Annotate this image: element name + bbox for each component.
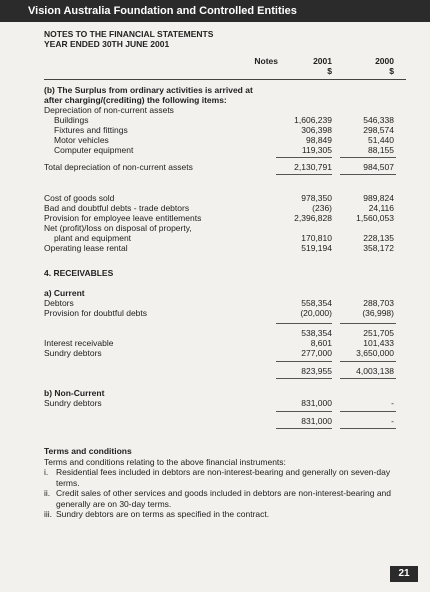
value-2001: 823,955 — [301, 366, 332, 376]
row-label: (b) The Surplus from ordinary activities is arrived at — [44, 85, 253, 95]
value-2000: 546,338 — [363, 115, 394, 125]
terms-intro: Terms and conditions relating to the above financial instruments: — [44, 456, 286, 467]
total-rule — [340, 174, 396, 175]
list-item — [44, 467, 414, 488]
row-label: Provision for employee leave entitlements — [44, 213, 202, 223]
document-banner: Vision Australia Foundation and Controlled Entities — [0, 0, 430, 22]
row-label: Depreciation of non-current assets — [44, 105, 174, 115]
col-notes-header: Notes — [254, 56, 278, 66]
value-2001: (20,000) — [300, 308, 332, 318]
col-2001-year: 2001 — [313, 56, 332, 66]
total-rule — [276, 378, 332, 379]
total-rule — [276, 411, 332, 412]
value-2000: 101,433 — [363, 338, 394, 348]
table-row — [0, 145, 430, 155]
row-label: Computer equipment — [54, 145, 134, 155]
row-label: Buildings — [54, 115, 89, 125]
value-2001: (236) — [312, 203, 332, 213]
table-row — [0, 125, 430, 135]
value-2001: 978,350 — [301, 193, 332, 203]
total-rule — [276, 174, 332, 175]
table-row — [0, 398, 430, 408]
value-2000: 228,135 — [363, 233, 394, 243]
table-row — [0, 193, 430, 203]
total-rule — [276, 361, 332, 362]
total-rule — [340, 361, 396, 362]
total-rule — [276, 323, 332, 324]
value-2000: 984,507 — [363, 162, 394, 172]
header-rule — [44, 79, 406, 80]
col-2000-year: 2000 — [375, 56, 394, 66]
value-2001: 831,000 — [301, 416, 332, 426]
table-row — [0, 366, 430, 376]
table-row — [0, 105, 430, 115]
page-number: 21 — [390, 566, 418, 582]
row-label: Fixtures and fittings — [54, 125, 128, 135]
table-row — [0, 243, 430, 253]
value-2000: 88,155 — [368, 145, 394, 155]
value-2000: 51,440 — [368, 135, 394, 145]
terms-section — [44, 446, 414, 520]
value-2001: 98,849 — [306, 135, 332, 145]
table-row — [0, 203, 430, 213]
row-label: Debtors — [44, 298, 74, 308]
table-row — [0, 135, 430, 145]
table-row — [0, 115, 430, 125]
total-rule — [276, 157, 332, 158]
row-label: Total depreciation of non-current assets — [44, 162, 193, 172]
table-row — [0, 85, 430, 95]
value-2000: 989,824 — [363, 193, 394, 203]
notes-heading-line1: NOTES TO THE FINANCIAL STATEMENTS — [44, 29, 214, 39]
value-2001: 558,354 — [301, 298, 332, 308]
subsection-heading — [0, 288, 430, 298]
table-row — [0, 162, 430, 172]
row-label: Net (profit)/loss on disposal of property, — [44, 223, 192, 233]
table-row — [0, 223, 430, 233]
row-label: after charging/(crediting) the following items: — [44, 95, 227, 105]
row-label: Sundry debtors — [44, 398, 102, 408]
value-2001: 170,810 — [301, 233, 332, 243]
total-rule — [340, 157, 396, 158]
notes-heading — [44, 29, 213, 49]
table-row — [0, 298, 430, 308]
value-2000: - — [391, 416, 394, 426]
table-row — [0, 95, 430, 105]
item-text: Sundry debtors are on terms as specified in the contract. — [56, 509, 270, 519]
item-number: ii. — [44, 488, 51, 498]
value-2001: 2,130,791 — [294, 162, 332, 172]
terms-title: Terms and conditions — [44, 446, 132, 456]
total-rule — [340, 378, 396, 379]
value-2000: 251,705 — [363, 328, 394, 338]
value-2001: 8,601 — [310, 338, 332, 348]
value-2001: 306,398 — [301, 125, 332, 135]
value-2001: 2,396,828 — [294, 213, 332, 223]
value-2000: 4,003,138 — [356, 366, 394, 376]
value-2000: 358,172 — [363, 243, 394, 253]
row-label: Provision for doubtful debts — [44, 308, 148, 318]
row-label: Bad and doubtful debts - trade debtors — [44, 203, 190, 213]
col-2001-unit: $ — [327, 66, 332, 76]
value-2001: 1,606,239 — [294, 115, 332, 125]
row-label: Motor vehicles — [54, 135, 109, 145]
row-label: Cost of goods sold — [44, 193, 115, 203]
value-2001: 538,354 — [301, 328, 332, 338]
item-text: Credit sales of other services and goods included in debtors are non-interest-bearing and generally are on 30-day terms. — [56, 488, 392, 509]
table-row — [0, 213, 430, 223]
total-rule — [276, 428, 332, 429]
value-2000: (36,998) — [362, 308, 394, 318]
value-2000: 24,116 — [368, 203, 394, 213]
table-row — [0, 233, 430, 243]
notes-heading-line2: YEAR ENDED 30TH JUNE 2001 — [44, 39, 170, 49]
subsection-heading — [0, 388, 430, 398]
item-text: Residential fees included in debtors are non-interest-bearing and generally on seven-day terms. — [56, 467, 391, 488]
table-row — [0, 338, 430, 348]
row-label: Interest receivable — [44, 338, 114, 348]
row-label: Operating lease rental — [44, 243, 128, 253]
table-row — [0, 308, 430, 318]
table-row — [0, 348, 430, 358]
total-rule — [340, 428, 396, 429]
value-2000: - — [391, 398, 394, 408]
row-label: 4. RECEIVABLES — [44, 268, 114, 278]
col-2001-header — [313, 56, 332, 76]
row-label: plant and equipment — [54, 233, 132, 243]
row-label: Sundry debtors — [44, 348, 102, 358]
row-label: a) Current — [44, 288, 85, 298]
value-2001: 119,305 — [301, 145, 332, 155]
value-2000: 288,703 — [363, 298, 394, 308]
value-2000: 1,560,053 — [356, 213, 394, 223]
value-2001: 519,194 — [301, 243, 332, 253]
value-2001: 277,000 — [301, 348, 332, 358]
item-number: i. — [44, 467, 49, 477]
col-2000-unit: $ — [389, 66, 394, 76]
terms-list — [44, 467, 414, 520]
list-item — [44, 488, 414, 509]
table-row — [0, 416, 430, 426]
table-row — [0, 328, 430, 338]
value-2000: 3,650,000 — [356, 348, 394, 358]
section-heading — [0, 268, 430, 278]
value-2001: 831,000 — [301, 398, 332, 408]
total-rule — [340, 411, 396, 412]
total-rule — [340, 323, 396, 324]
row-label: b) Non-Current — [44, 388, 105, 398]
col-2000-header — [375, 56, 394, 76]
value-2000: 298,574 — [363, 125, 394, 135]
list-item — [44, 509, 414, 520]
item-number: iii. — [44, 509, 53, 519]
